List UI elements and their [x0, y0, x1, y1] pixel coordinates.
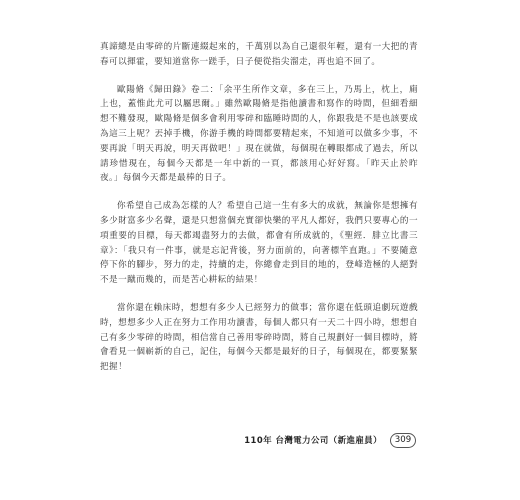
paragraph: 當你還在賴床時，想想有多少人已經努力的做事；當你還在低頭追劇玩遊戲時，想想多少人正在努力工作用功讀書，每個人都只有一天二十四小時，想想自己有多少零碎的時間，相信當自己善用零碎時間，將自己規劃好一個目標時，將會看見一個嶄新的自己，記住，每個今天都是最好的日子，每個現在，都要緊緊把握！	[100, 302, 418, 373]
paragraph: 你希望自己成為怎樣的人？希望自己這一生有多大的成就，無論你是想擁有多少財富多少名聲，還是只想當個充實卻快樂的平凡人都好，我們只要專心的一項重要的目標，每天都竭盡努力的去做，都會有所成就的，《聖經．腓立比書三章》：「我只有一件事，就是忘記背後，努力面前的，向著標竿直跑。」不要隨意停下你的腳步，努力的走，持續的走，你總會走到目的地的，登峰造極的人絕對不是一蹴而幾的，而是苦心耕耘的結果！	[100, 201, 418, 286]
footer-title: 110年 台灣電力公司（新進雇員）	[244, 435, 382, 445]
page-number: 309	[390, 433, 416, 448]
page-footer	[244, 431, 416, 449]
body-text	[100, 40, 418, 388]
paragraph: 歐陽脩《歸田錄》卷二：「余平生所作文章，多在三上，乃馬上，枕上，廁上也，蓋惟此尤可以屬思爾。」雖然歐陽脩是指他讀書和寫作的時間，但細看細想不難發現，歐陽脩是個多會利用零碎和臨睡時間的人，你跟我是不是也該要成為這三上呢？丟掉手機，你游手機的時間都要精起來，不知道可以做多少事，不要再說「明天再說，明天再做吧！」現在就做，每個現在轉眼都成了過去，所以請珍惜現在，每個今天都是一年中新的一頁，都該用心好好寫。「昨天止於昨夜。」每個今天都是最棒的日子。	[100, 84, 418, 184]
paragraph: 真諦總是由零碎的片斷連綴起來的，千萬別以為自己還很年輕，還有一大把的青春可以揮霍，要知道當你一蹉手，日子便從指尖溜走，再也追不回了。	[100, 42, 418, 67]
